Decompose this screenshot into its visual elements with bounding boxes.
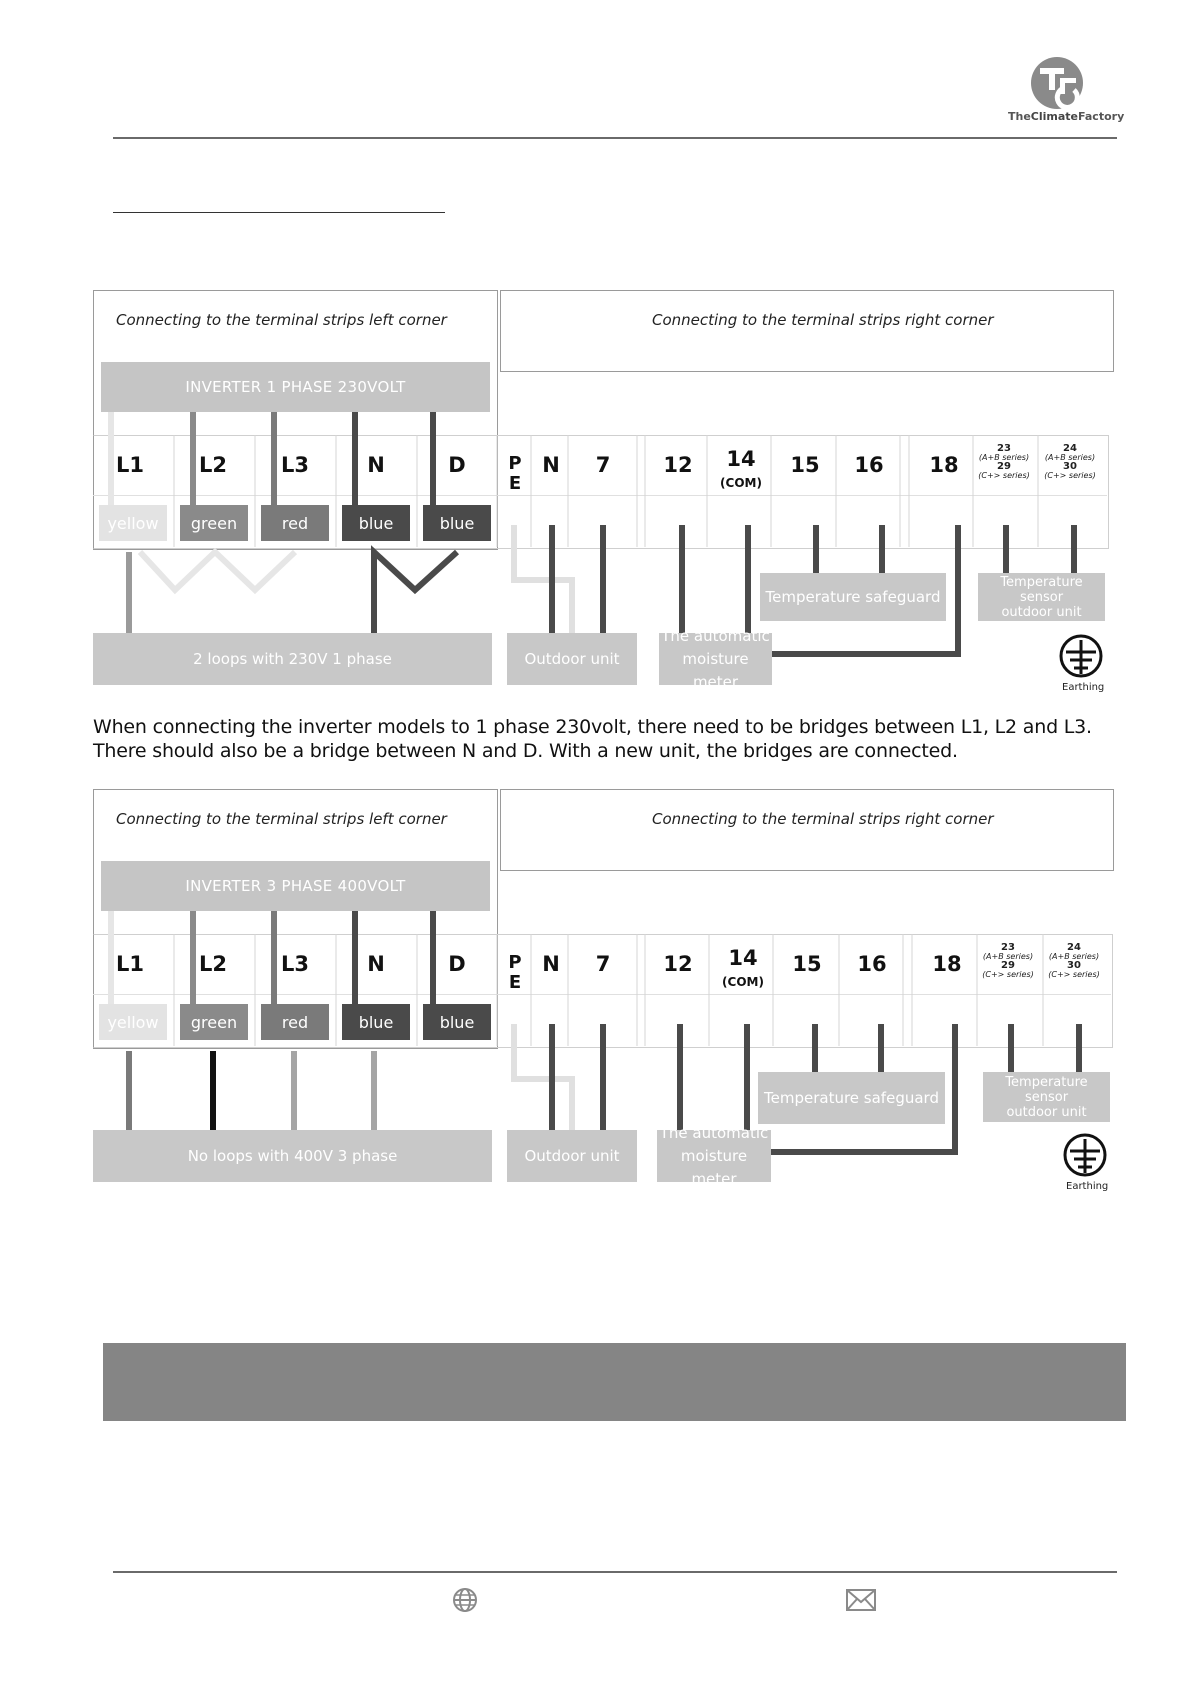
series-ab-24: (A+B series) [1044,453,1096,462]
terminal-n: N [367,453,385,477]
series-ab-24: (A+B series) [1048,952,1100,961]
terminal-24: 24 [1067,942,1081,953]
terminal-pe-e: E [508,972,522,993]
color-chip-blue-d: blue [423,505,491,541]
section-banner [103,1343,1126,1421]
terminal-n-right: N [542,453,560,477]
terminal-pe-e: E [508,473,522,494]
brand-name-part2: Climate [1030,110,1079,123]
terminal-30: 30 [1067,960,1081,971]
series-c-30: (C+> series) [1048,970,1100,979]
loop-label: 2 loops with 230V 1 phase [93,633,492,685]
terminal-pe-p: P [508,952,522,973]
section-rule [113,212,445,213]
brand-name [1008,110,1124,123]
terminal-14: 14 [726,447,756,471]
earthing-label: Earthing [1066,1181,1109,1192]
temp-sensor-line1: Temperature sensor [1000,574,1083,605]
color-chip-green: green [180,505,248,541]
terminal-l1: L1 [116,453,144,477]
tcf-logo-icon [1030,56,1084,110]
left-corner-title: Connecting to the terminal strips left corner [116,311,447,329]
color-chip-blue-n: blue [342,505,410,541]
terminal-18: 18 [932,952,962,976]
terminal-15: 15 [792,952,822,976]
terminal-n-right: N [542,952,560,976]
earthing-icon [1065,1135,1105,1175]
series-ab-23: (A+B series) [978,453,1030,462]
color-chip-red: red [261,505,329,541]
color-chip-green: green [180,1004,248,1040]
terminal-l1: L1 [116,952,144,976]
series-ab-23: (A+B series) [982,952,1034,961]
color-chip-yellow: yellow [99,1004,167,1040]
terminal-14-com: (COM) [720,476,762,490]
moisture-meter [657,1123,771,1188]
temperature-sensor [983,1072,1110,1122]
right-corner-title: Connecting to the terminal strips right corner [652,311,994,329]
envelope-icon[interactable] [846,1589,876,1611]
temp-sensor-line1: Temperature sensor [1005,1074,1088,1105]
moisture-meter-line2: moisture meter [682,649,749,691]
series-c-29: (C+> series) [978,471,1030,480]
color-chip-red: red [261,1004,329,1040]
terminal-15: 15 [790,453,820,477]
terminal-18: 18 [929,453,959,477]
terminal-23: 23 [1001,942,1015,953]
terminal-29: 29 [997,461,1011,472]
terminal-d: D [448,453,466,477]
moisture-meter-line2: moisture meter [680,1146,748,1188]
series-c-30: (C+> series) [1044,471,1096,480]
globe-icon[interactable] [452,1587,478,1613]
outdoor-unit: Outdoor unit [507,633,637,685]
moisture-meter-line1: The automatic [659,1123,769,1142]
right-corner-title: Connecting to the terminal strips right corner [652,810,994,828]
terminal-l2: L2 [199,453,227,477]
outdoor-unit: Outdoor unit [507,1130,637,1182]
terminal-12: 12 [663,952,693,976]
color-chip-blue-d: blue [423,1004,491,1040]
terminal-16: 16 [857,952,887,976]
wiring-diagram-1 [0,290,1191,710]
moisture-meter [659,626,772,691]
terminal-24: 24 [1063,443,1077,454]
terminal-l3: L3 [281,952,309,976]
terminal-16: 16 [854,453,884,477]
temp-sensor-line2: outdoor unit [1001,604,1082,620]
temp-sensor-line2: outdoor unit [1006,1104,1087,1120]
terminal-14-com: (COM) [722,975,764,989]
temperature-sensor [978,573,1105,621]
terminal-14: 14 [728,946,758,970]
terminal-23: 23 [997,443,1011,454]
earthing-label: Earthing [1062,682,1105,693]
terminal-30: 30 [1063,461,1077,472]
temperature-safeguard: Temperature safeguard [758,1072,945,1124]
earthing-icon [1061,636,1101,676]
color-chip-blue-n: blue [342,1004,410,1040]
terminal-12: 12 [663,453,693,477]
loop-label: No loops with 400V 3 phase [93,1130,492,1182]
phase-label: INVERTER 3 PHASE 400VOLT [101,861,490,911]
terminal-pe-p: P [508,453,522,474]
brand-name-part3: Factory [1078,110,1125,123]
brand-logo [1030,56,1084,110]
brand-name-part1: The [1008,110,1031,123]
footer-rule [113,1571,1117,1573]
color-chip-yellow: yellow [99,505,167,541]
left-corner-title: Connecting to the terminal strips left corner [116,810,447,828]
terminal-n: N [367,952,385,976]
wiring-diagram-2 [0,789,1191,1209]
header-rule [113,137,1117,139]
moisture-meter-line1: The automatic [661,626,770,645]
terminal-7: 7 [595,952,611,976]
terminal-l3: L3 [281,453,309,477]
phase-label: INVERTER 1 PHASE 230VOLT [101,362,490,412]
terminal-29: 29 [1001,960,1015,971]
bridge-instructions: When connecting the inverter models to 1 phase 230volt, there need to be bridges between L1, L2 and L3. There should also be a bridge between N and D. With a new unit, the bridges are connected. [93,716,1092,762]
terminal-d: D [448,952,466,976]
terminal-7: 7 [595,453,611,477]
terminal-l2: L2 [199,952,227,976]
series-c-29: (C+> series) [982,970,1034,979]
temperature-safeguard: Temperature safeguard [760,573,946,621]
